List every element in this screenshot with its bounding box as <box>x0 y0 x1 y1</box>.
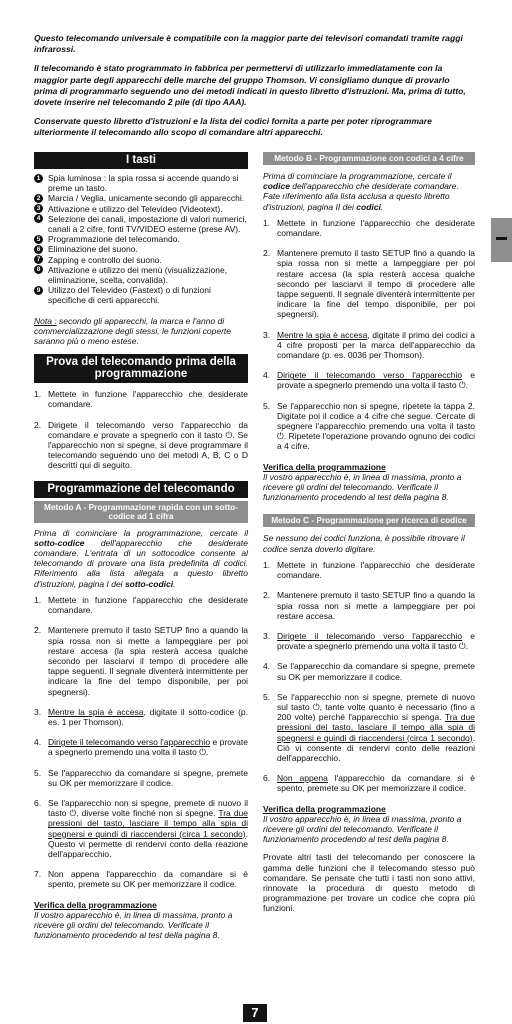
intro-part: sotto-codice <box>34 537 85 548</box>
verify-title: Verifica della programmazione <box>34 899 157 910</box>
metodo-a-intro <box>34 528 248 589</box>
step-text: e provate a spegnerlo premendo una volta il tasto ⏻. <box>277 370 475 391</box>
page-number: 7 <box>243 1004 267 1022</box>
step: 7. Non appena l'apparecchio da comandare si è spento, premete su OK per memorizzare il codice. <box>34 869 248 890</box>
note <box>34 316 248 347</box>
step: 5. Se l'apparecchio non si spegne, premete di nuovo sul tasto ⏻, tante volte quanto è necessario (fino a 200 volte) perché l'apparecchio si spenga. Tra due pressioni del tasto, lasciare il tempo alla spia di spegnersi e quindi di riaccendersi (circa 1 secondo). Ciò vi consente di rendervi conto delle reazioni dell'apparecchio. <box>263 691 475 763</box>
list-item <box>34 234 248 244</box>
intro-part: codici <box>356 201 381 212</box>
step-text: Mettete in funzione l'apparecchio che desiderate comandare. <box>48 389 248 410</box>
step: 3. Dirigete il telecomando verso l'apparecchio e provate a spegnerlo premendo una volta il tasto ⏻. <box>263 630 475 652</box>
step-text: , digitate il primo dei codici a 4 cifre proposti per la marca dell'apparecchio da comandare (p. es. 0036 per Thomson). <box>277 329 475 361</box>
step: 2. Dirigete il telecomando verso l'apparecchio da comandare e provate a spegnerlo con il tasto ⏻. Se l'apparecchio non si spegne, si deve programmare il telecomando seguendo uno dei metodi A, B, C o D descritti qui di seguito. <box>34 419 248 471</box>
number-badge: 9 <box>34 286 43 295</box>
step-text: l'apparecchio da comandare si è spento, premete su OK per memorizzare il codice. <box>277 773 475 794</box>
intro-paragraph: Questo telecomando universale è compatibile con la maggior parte dei televisori comandati tramite raggi infrarossi. <box>34 33 463 55</box>
step-text: Mentre la spia è accesa <box>48 706 144 717</box>
step-text: Mettete in funzione l'apparecchio che desiderate comandare. <box>277 559 475 581</box>
intro-part: Prima di cominciare la programmazione, cercate il <box>263 171 452 181</box>
number-badge: 7 <box>34 255 43 264</box>
step-text: Dirigete il telecomando verso l'apparecchio <box>277 630 463 641</box>
step: 6. Non appena l'apparecchio da comandare si è spento, premete su OK per memorizzare il codice. <box>263 773 475 794</box>
step-text: e provate a spegnerlo premendo una volta il tasto ⏻. <box>277 630 475 652</box>
step-text: Se l'apparecchio da comandare si spegne, premete su OK per memorizzare il codice. <box>277 661 475 682</box>
metodo-c-steps <box>263 560 475 794</box>
step: 2. Mantenere premuto il tasto SETUP fino a quando la spia rossa non si mette a lampeggiare per poi restare accesa. <box>263 590 475 621</box>
list-item <box>34 214 248 234</box>
step-text: Dirigete il telecomando verso l'apparecchio da comandare e provate a spegnerlo con il tasto ⏻. Se l'apparecchio non si spegne, si deve programmare il telecomando seguendo uno dei metodi A, B, C o D descritti qui di seguito. <box>48 419 248 471</box>
step: 5. Se l'apparecchio non si spegne, ripetete la tappa 2. Digitate poi il codice a 4 cifre che segue. Cercate di spegnere l'apparecchio premendo una volta il tasto ⏻. Ripetete l'operazione provando ognuno dei codici a 4 cifre. <box>263 400 475 452</box>
step-text: Se l'apparecchio non si spegne, premete di nuovo sul tasto ⏻, tante volte quanto è necessario (fino a 200 volte) perché l'apparecchio si spenga. <box>277 691 475 723</box>
step: 4. Dirigete il telecomando verso l'apparecchio e provate a spegnerlo premendo una volta il tasto ⏻. <box>34 737 248 758</box>
step: 6. Se l'apparecchio non si spegne, premete di nuovo il tasto ⏻, diverse volte finché non si spegne. Tra due pressioni del tasto, lasciare il tempo alla spia di spegnersi e quindi di riaccendersi (circa 1 secondo). Questo vi permette di rendervi conto della reazione dell'apparecchio. <box>34 797 249 859</box>
intro-part: sotto-codici <box>124 578 174 589</box>
step-text: Non appena <box>277 773 328 784</box>
right-column <box>263 152 475 914</box>
list-item-text: Marcia / Veglia, unicamente secondo gli apparecchi. <box>48 193 245 204</box>
list-item-text: Attivazione e utilizzo del Televideo (Videotext). <box>48 203 223 214</box>
step: 2. Mantenere premuto il tasto SETUP fino a quando la spia rossa non si mette a lampeggiare per poi restare accesa (la spia resterà accesa qualche secondo per lasciarvi il tempo di procedere alle tappe seguenti. Il segnale diventerà intermittente per indicare la fine del tempo disponibile, per poi spegnersi). <box>263 248 475 320</box>
note-label: Nota : <box>34 315 57 326</box>
step: 3. Mentre la spia è accesa, digitate il primo dei codici a 4 cifre proposti per la marca dell'apparecchio da comandare (p. es. 0036 per Thomson). <box>263 329 475 361</box>
metodo-b-intro <box>263 171 475 212</box>
list-item-text: Programmazione del telecomando. <box>48 234 180 245</box>
step: 1. Mettete in funzione l'apparecchio che desiderate comandare. <box>263 217 475 239</box>
list-item-text: Spia luminosa : la spia rossa si accende quando si preme un tasto. <box>48 173 239 194</box>
step-text: Non appena l'apparecchio da comandare si è spento, premete su OK per memorizzare il codice. <box>48 869 248 890</box>
left-column <box>34 152 248 940</box>
step: 4. Dirigete il telecomando verso l'apparecchio e provate a spegnerlo premendo una volta il tasto ⏻. <box>263 370 475 391</box>
list-item <box>34 255 248 265</box>
step: 4. Se l'apparecchio da comandare si spegne, premete su OK per memorizzare il codice. <box>263 661 475 682</box>
step-text: Tra due pressioni del tasto, lasciare il tempo alla spia di spegnersi e quindi di riaccendersi (circa 1 secondo) <box>48 808 249 839</box>
number-badge: 3 <box>34 204 43 213</box>
step-text: Mantenere premuto il tasto SETUP fino a quando la spia rossa non si mette a lampeggiare per poi restare accesa (la spia resterà accesa qualche secondo per lasciarvi il tempo di procedere alle tappe seguenti. Il segnale diventerà intermittente per indicare la fine del tempo disponibile, per poi spegnersi). <box>277 248 475 320</box>
step-text: Mantenere premuto il tasto SETUP fino a quando la spia rossa non si mette a lampeggiare per poi restare accesa (la spia resterà accesa qualche secondo per lasciarvi il tempo di procedere alle tappe seguenti. Il segnale diventerà intermittente per indicare la fine del tempo disponibile, per poi spegnersi). <box>48 625 248 697</box>
list-item-text: Attivazione e utilizzo dei menù (visualizzazione, eliminazione, scelta, convalida). <box>48 264 228 286</box>
step-text: Dirigete il telecomando verso l'apparecchio <box>277 370 463 381</box>
step: 3. Mentre la spia è accesa, digitate il sotto-codice (p. es. 1 per Thomson). <box>34 706 248 727</box>
step-text: e provate a spegnerlo premendo una volta il tasto ⏻. <box>48 737 248 758</box>
number-badge: 6 <box>34 245 43 254</box>
metodo-b-steps <box>263 218 475 452</box>
step: 2. Mantenere premuto il tasto SETUP fino a quando la spia rossa non si mette a lampeggiare per poi restare accesa (la spia resterà accesa qualche secondo per lasciarvi il tempo di procedere alle tappe seguenti. Il segnale diventerà intermittente per indicare la fine del tempo disponibile, per poi spegnersi). <box>34 625 248 697</box>
intro-part: Prima di cominciare la programmazione, cercate il <box>34 527 248 538</box>
section-title-metodo-c: Metodo C - Programmazione per ricerca di codice <box>263 514 475 527</box>
list-item-text: Selezione dei canali, impostazione di valori numerici, canali a 2 cifre, fonti TV/VIDEO esterne (prese AV). <box>48 213 247 235</box>
step-text: . Ciò vi consente di rendervi conto delle reazioni dell'apparecchio. <box>277 732 475 763</box>
verify-title: Verifica della programmazione <box>263 461 386 472</box>
step-text: Se l'apparecchio non si spegne, ripetete la tappa 2. Digitate poi il codice a 4 cifre che segue. Cercate di spegnere l'apparecchio premendo una volta il tasto ⏻. Ripetete l'operazione provando ognuno dei codici a 4 cifre. <box>277 400 475 452</box>
step-text: Se l'apparecchio da comandare si spegne, premete su OK per memorizzare il codice. <box>48 767 248 788</box>
prova-steps <box>34 389 248 470</box>
intro-part: dell'apparecchio che desiderate comandare. L'entrata di un sottocodice consente al telecomando di provare una lista predefinita di codici. Riferimento alla lista allegata a questo libretto d'istruzioni, pagina I dei <box>34 537 248 589</box>
step-text: Dirigete il telecomando verso l'apparecchio <box>48 737 211 748</box>
minus-icon <box>496 237 507 240</box>
list-item <box>34 285 248 305</box>
verify-text: Il vostro apparecchio è, in linea di massima, pronto a ricevere gli ordini del telecomando. Verificate il funzionamento procedendo al test della pagina 8. <box>263 813 462 845</box>
number-badge: 5 <box>34 235 43 244</box>
step-text: Mentre la spia è accesa <box>277 329 368 340</box>
step: 5. Se l'apparecchio da comandare si spegne, premete su OK per memorizzare il codice. <box>34 767 248 788</box>
step-text: Tra due pressioni del tasto, lasciare il tempo alla spia di spegnersi e quindi di riaccendersi (circa 1 secondo) <box>277 712 475 743</box>
step-text: . Questo vi permette di rendervi conto della reazione dell'apparecchio. <box>48 828 248 859</box>
number-badge: 4 <box>34 214 43 223</box>
step: 1. Mettete in funzione l'apparecchio che desiderate comandare. <box>34 594 248 616</box>
step: 1. Mettete in funzione l'apparecchio che desiderate comandare. <box>263 559 475 581</box>
metodo-c-intro: Se nessuno dei codici funziona, è possibile ritrovare il codice senza doverlo digitare. <box>263 533 465 554</box>
intro-paragraph: Il telecomando è stato programmato in fabbrica per permettervi di utilizzarlo immediatamente con la maggior parte degli apparecchi delle marche del gruppo Thomson. Vi consigliamo dunque di provarlo prima di programmarlo seguendo uno dei metodi indicati in questo libretto d'istruzioni. Ma, prima di tutto, dovete inserire nel telecomando 2 pile (di tipo AAA). <box>34 63 466 108</box>
metodo-c-outro: Provate altri tasti del telecomando per conoscere la gamma delle funzioni che il telecomando stesso può comandare. Se pensate che tutti i tasti non sono attivi, rinnovate la procedura di questo metodo di programmazione per trovare un codice che copra più funzioni. <box>263 852 475 914</box>
list-item-text: Utilizzo del Televideo (Fastext) o di funzioni specifiche di certi apparecchi. <box>48 285 211 306</box>
intro-part: dell'apparecchio che desiderate comandare. Fate riferimento alla lista acclusa a questo libretto d'istruzioni, pagina II dei <box>263 181 459 212</box>
metodo-a-steps <box>34 595 248 890</box>
step: 1. Mettete in funzione l'apparecchio che desiderate comandare. <box>34 389 248 410</box>
step-text: Mettete in funzione l'apparecchio che desiderate comandare. <box>48 594 248 616</box>
section-title-metodo-a: Metodo A - Programmazione rapida con un sotto-codice ad 1 cifra <box>34 501 248 523</box>
step-text: Se l'apparecchio non si spegne, premete di nuovo il tasto ⏻, diverse volte finché non si spegne. <box>48 797 248 819</box>
verify-text: Il vostro apparecchio è, in linea di massima, pronto a ricevere gli ordini del telecomando. Verificate il funzionamento procedendo al test della pagina 8. <box>34 909 233 941</box>
section-title-tasti: I tasti <box>34 152 248 169</box>
list-item <box>34 265 248 285</box>
list-item-text: Zapping e controllo del suono. <box>48 254 162 265</box>
keys-list <box>34 173 248 306</box>
section-title-metodo-b: Metodo B - Programmazione con codici a 4 cifre <box>263 152 475 165</box>
side-tab <box>491 218 512 262</box>
list-item-text: Eliminazione del suono. <box>48 244 138 255</box>
verify-text: Il vostro apparecchio è, in linea di massima, pronto a ricevere gli ordini del telecomando. Verificate il funzionamento procedendo al test della pagina 8. <box>263 471 462 503</box>
step-text: Mantenere premuto il tasto SETUP fino a quando la spia rossa non si mette a lampeggiare per poi restare accesa. <box>277 590 475 621</box>
number-badge: 1 <box>34 174 43 183</box>
verify-title: Verifica della programmazione <box>263 803 386 814</box>
number-badge: 8 <box>34 265 43 274</box>
intro-paragraph: Conservate questo libretto d'istruzioni e la lista dei codici fornita a parte per poter riprogrammare ulteriormente il telecomando allo scopo di comandare altri apparecchi. <box>34 116 432 138</box>
list-item <box>34 173 248 193</box>
section-title-programmazione: Programmazione del telecomando <box>34 481 248 498</box>
section-title-prova: Prova del telecomando prima della programmazione <box>34 354 248 383</box>
note-text: secondo gli apparecchi, la marca e l'anno di commercializzazione degli stessi, le funzioni coperte saranno più o meno estese. <box>34 315 232 347</box>
intro-text <box>34 33 474 147</box>
list-item <box>34 193 248 203</box>
step-text: , digitate il sotto-codice (p. es. 1 per Thomson). <box>48 706 248 727</box>
list-item <box>34 204 248 214</box>
step-text: Mettete in funzione l'apparecchio che desiderate comandare. <box>277 217 475 239</box>
intro-part: . <box>173 578 176 589</box>
intro-part: codice <box>263 181 290 192</box>
intro-part: . <box>380 201 384 212</box>
number-badge: 2 <box>34 194 43 203</box>
list-item <box>34 244 248 254</box>
